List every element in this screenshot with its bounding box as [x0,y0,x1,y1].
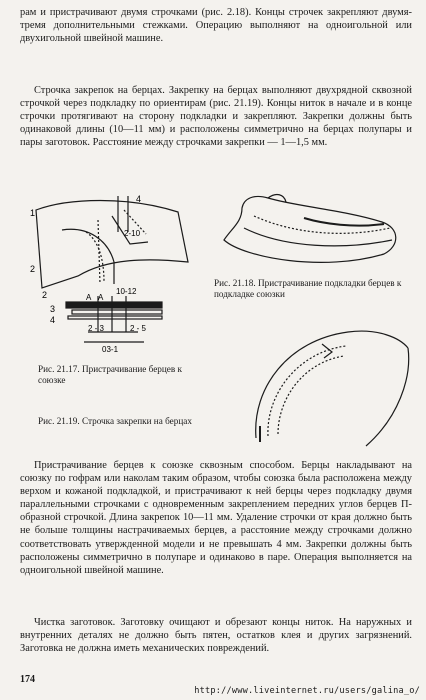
source-url: http://www.liveinternet.ru/users/galina_o/ [194,686,420,696]
caption-fig-21-19: Рис. 21.19. Строчка закрепки на берцах [38,416,192,426]
label-4b: 4 [50,315,56,325]
label-03-1: 03-1 [102,345,119,354]
vamp-outline [36,201,188,289]
figure-21-18 [214,188,410,274]
paragraph-stitching-quarters: Пристрачивание берцев к союзке сквозным способом. Берцы накладывают на союзку по гофрам или наколам таким образом, чтобы союзка была расположена между верхом и кожаной подкладкой, и пристрачивают к ней берцы через подкладку двумя параллельными строчками с одновременным закреплением передних углов берцев П-образной строчкой. Длина закрепок 10—11 мм. Удаление строчки от края должно быть не больше толщины настрачиваемых берцев, а расстояние между строчками должно соответствовать утвержденной модели и не превышать 4 мм. Закрепки должны быть расположены симметрично в полупаре и одинаково в паре. Операция выполняется на одноигольной швейной машине. [20,460,412,576]
figure-21-19 [238,318,414,450]
label-a: A [86,293,92,302]
label-2: 2 [30,264,36,274]
label-2b: 2 [42,290,48,300]
label-1: 1 [30,208,36,218]
page-number: 174 [20,674,35,685]
label-2-3: 2 - 3 [88,324,105,333]
quarter-edge [62,229,114,284]
label-10-12: 10-12 [116,287,137,296]
label-2-5: 2 - 5 [130,324,147,333]
label-2-10: 2-10 [124,229,141,238]
shoe-upper [224,196,396,262]
label-a2: A [98,293,104,302]
paragraph-continuation: рам и пристрачивают двумя строчками (рис. 2.18). Концы строчек закрепляют двумя-тремя дополнительными стежками. Операцию выполняют на одноигольной или двухигольной швейной машине. [20,7,412,45]
paragraph-bar-tacks: Строчка закрепок на берцах. Закрепку на берцах выполняют двухрядной сквозной строчкой через подкладку по ориентирам (рис. 21.19). Концы ниток в начале и в конце строчки протягивают на сторону подкладки и закрепляют. Закрепки должны быть одинаковой длины (10—11 мм) и расположены симметрично на берцах полупары и пары заготовок. Расстояние между строчками закрепки — 1—1,5 мм. [20,85,412,149]
paragraph-cleaning: Чистка заготовок. Заготовку очищают и обрезают концы ниток. На наружных и внутренних деталях не должно быть пятен, остатков клея и других загрязнений. Заготовка не должна иметь механических повреждений. [20,617,412,655]
figure-21-17 [28,192,208,360]
label-3: 3 [50,304,56,314]
label-4: 4 [136,194,142,204]
caption-fig-21-17: Рис. 21.17. Пристрачивание берцев к союзке [38,364,182,385]
caption-fig-21-18: Рис. 21.18. Пристрачивание подкладки берцев к подкладке союзки [214,278,402,299]
